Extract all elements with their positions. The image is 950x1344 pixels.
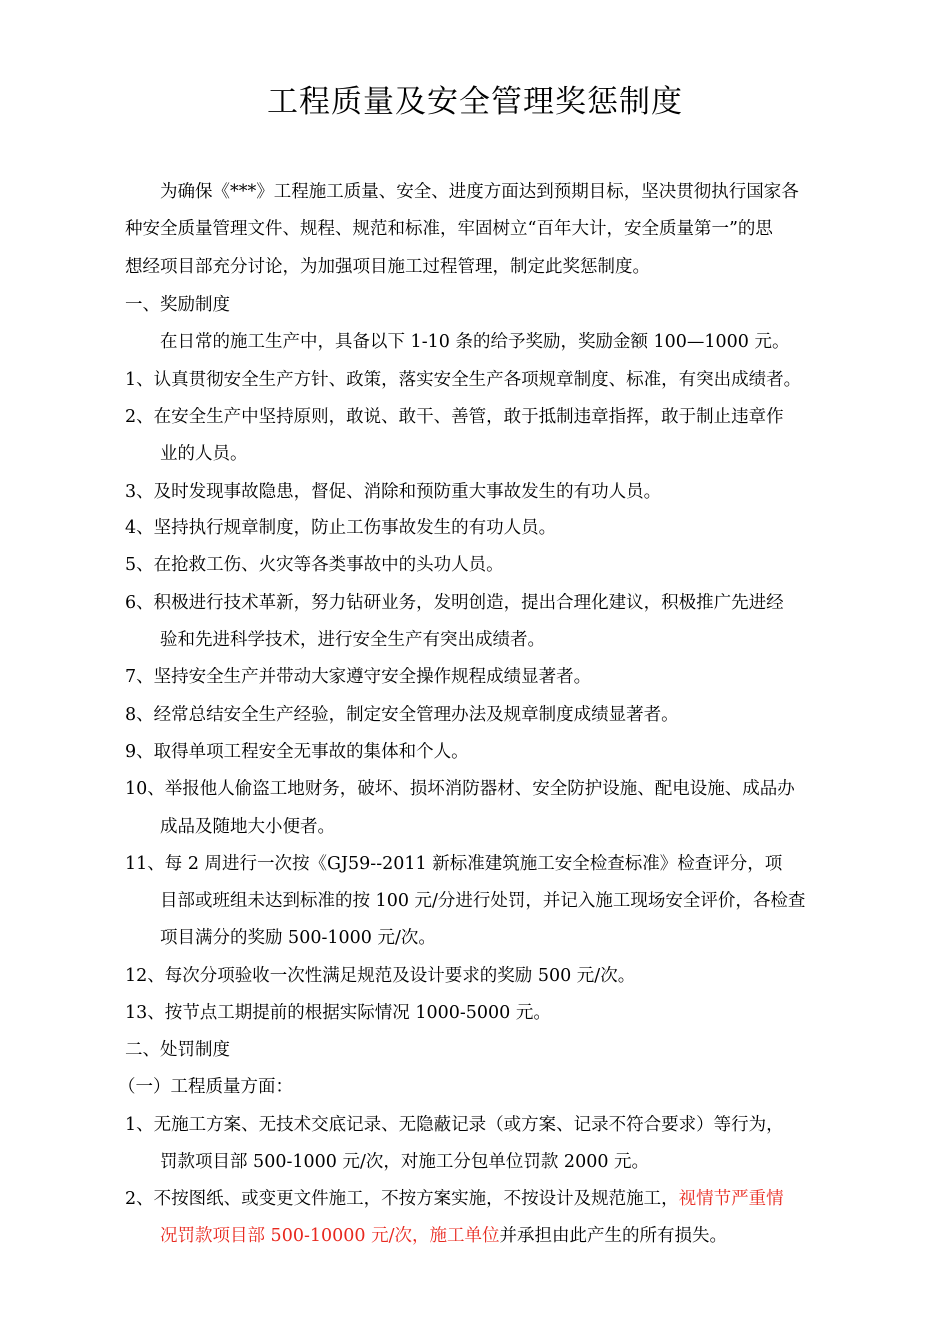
list-item-continuation: 业的人员。 — [160, 444, 248, 464]
list-item-continuation: 罚款项目部 500-1000 元/次，对施工分包单位罚款 2000 元。 — [160, 1152, 650, 1172]
list-item: 9、取得单项工程安全无事故的集体和个人。 — [125, 742, 469, 762]
list-item-text: 并承担由此产生的所有损失。 — [499, 1226, 728, 1246]
list-item: 10、举报他人偷盗工地财务，破坏、损坏消防器材、安全防护设施、配电设施、成品办 — [125, 779, 795, 799]
list-item-text: 2、不按图纸、或变更文件施工，不按方案实施，不按设计及规范施工， — [125, 1189, 679, 1209]
list-item-continuation — [160, 1224, 727, 1248]
highlighted-text: 况罚款项目部 500-10000 元/次，施工单位 — [160, 1226, 500, 1246]
list-item: 13、按节点工期提前的根据实际情况 1000-5000 元。 — [125, 1003, 551, 1023]
section-heading-penalties: 二、处罚制度 — [125, 1040, 230, 1060]
list-item: 7、坚持安全生产并带动大家遵守安全操作规程成绩显著者。 — [125, 667, 592, 687]
list-item: 12、每次分项验收一次性满足规范及设计要求的奖励 500 元/次。 — [125, 966, 636, 986]
intro-line: 为确保《***》工程施工质量、安全、进度方面达到预期目标，坚决贯彻执行国家各 — [160, 182, 799, 202]
section-heading-rewards: 一、奖励制度 — [125, 295, 230, 315]
list-item-continuation: 目部或班组未达到标准的按 100 元/分进行处罚，并记入施工现场安全评价，各检查 — [160, 891, 806, 911]
list-item: 2、在安全生产中坚持原则，敢说、敢干、善管，敢于抵制违章指挥，敢于制止违章作 — [125, 407, 784, 427]
list-item: 8、经常总结安全生产经验，制定安全管理办法及规章制度成绩显著者。 — [125, 705, 679, 725]
list-item: 5、在抢救工伤、火灾等各类事故中的头功人员。 — [125, 555, 504, 575]
list-item: 1、无施工方案、无技术交底记录、无隐蔽记录（或方案、记录不符合要求）等行为， — [125, 1115, 784, 1135]
intro-line: 种安全质量管理文件、规程、规范和标准，牢固树立“百年大计，安全质量第一”的思 — [125, 219, 773, 239]
list-item-continuation: 项目满分的奖励 500-1000 元/次。 — [160, 928, 436, 948]
list-item: 3、及时发现事故隐患，督促、消除和预防重大事故发生的有功人员。 — [125, 482, 662, 502]
list-item: 4、坚持执行规章制度，防止工伤事故发生的有功人员。 — [125, 518, 557, 538]
intro-line: 想经项目部充分讨论，为加强项目施工过程管理，制定此奖惩制度。 — [125, 257, 650, 277]
highlighted-text: 视情节严重情 — [678, 1189, 784, 1209]
list-item-continuation: 成品及随地大小便者。 — [160, 817, 335, 837]
document-title: 工程质量及安全管理奖惩制度 — [267, 84, 683, 120]
list-item-continuation: 验和先进科学技术，进行安全生产有突出成绩者。 — [160, 630, 545, 650]
list-item: 1、认真贯彻安全生产方针、政策，落实安全生产各项规章制度、标准，有突出成绩者。 — [125, 370, 802, 390]
list-item — [125, 1187, 784, 1211]
subsection-heading: （一）工程质量方面： — [118, 1077, 293, 1097]
rewards-lead: 在日常的施工生产中，具备以下 1-10 条的给予奖励，奖励金额 100—1000 元。 — [160, 332, 790, 352]
list-item: 6、积极进行技术革新，努力钻研业务，发明创造，提出合理化建议，积极推广先进经 — [125, 593, 784, 613]
list-item: 11、每 2 周进行一次按《GJ59--2011 新标准建筑施工安全检查标准》检查评分，项 — [125, 854, 783, 874]
